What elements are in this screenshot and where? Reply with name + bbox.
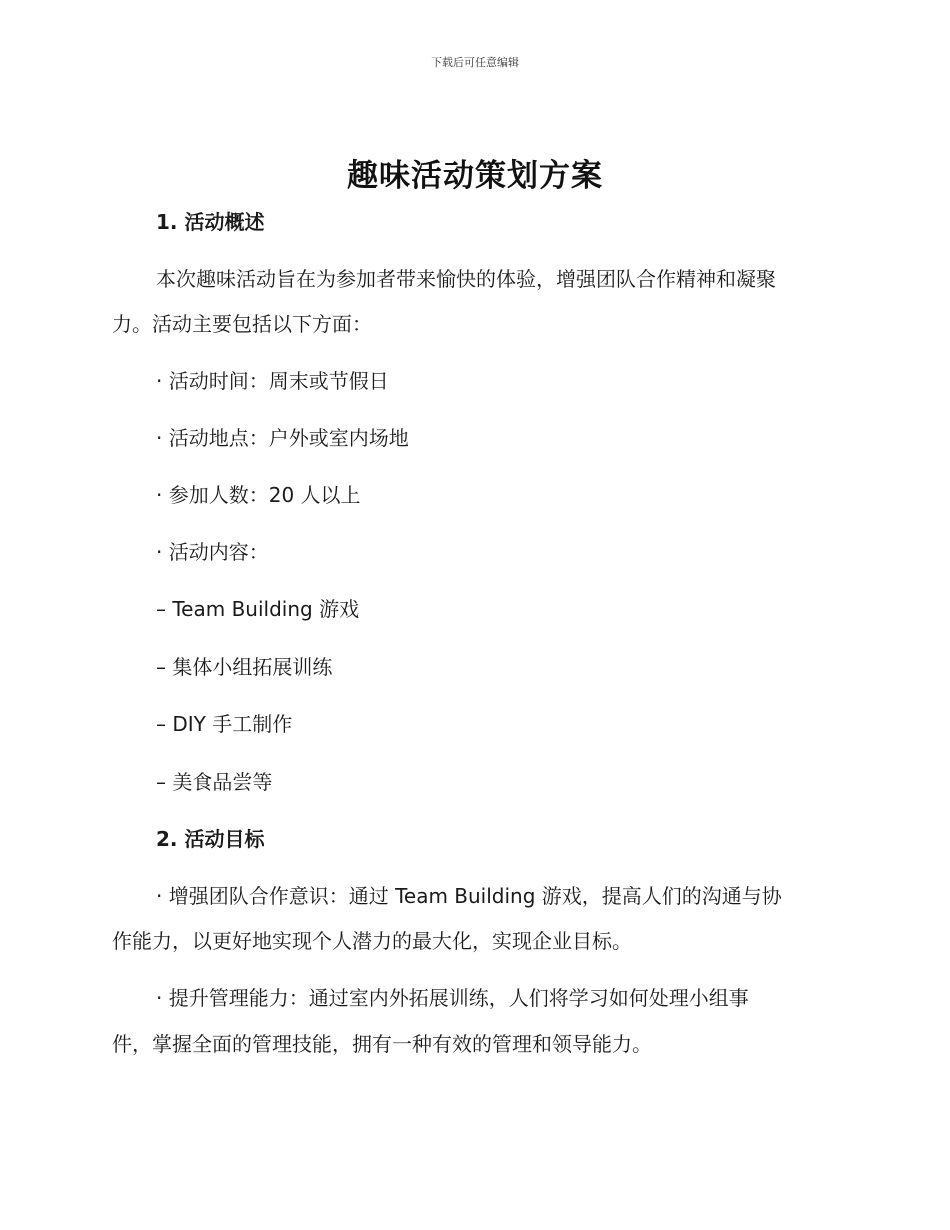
section-2-heading: 2. 活动目标 <box>156 827 265 851</box>
section-1-heading: 1. 活动概述 <box>156 210 265 234</box>
section-1-intro-line-1: 本次趣味活动旨在为参加者带来愉快的体验，增强团队合作精神和凝聚 <box>156 267 776 291</box>
page-header: 下载后可任意编辑 <box>431 56 519 69</box>
goal-2-line-2: 件，掌握全面的管理技能，拥有一种有效的管理和领导能力。 <box>112 1032 652 1056</box>
sub-item-team-building: – Team Building 游戏 <box>156 597 360 621</box>
sub-item-diy: – DIY 手工制作 <box>156 712 293 736</box>
section-1-intro-line-2: 力。活动主要包括以下方面： <box>112 312 372 336</box>
sub-item-food: – 美食品尝等 <box>156 770 273 794</box>
goal-2-line-1: · 提升管理能力：通过室内外拓展训练，人们将学习如何处理小组事 <box>156 986 749 1010</box>
goal-1-line-1: · 增强团队合作意识：通过 Team Building 游戏，提高人们的沟通与协 <box>156 884 782 908</box>
list-item-location: · 活动地点：户外或室内场地 <box>156 426 409 450</box>
list-item-time: · 活动时间：周末或节假日 <box>156 369 389 393</box>
list-item-participants: · 参加人数：20 人以上 <box>156 483 361 507</box>
list-item-content: · 活动内容： <box>156 540 269 564</box>
document-title: 趣味活动策划方案 <box>347 158 603 194</box>
sub-item-group-training: – 集体小组拓展训练 <box>156 655 333 679</box>
goal-1-line-2: 作能力，以更好地实现个人潜力的最大化，实现企业目标。 <box>112 929 632 953</box>
